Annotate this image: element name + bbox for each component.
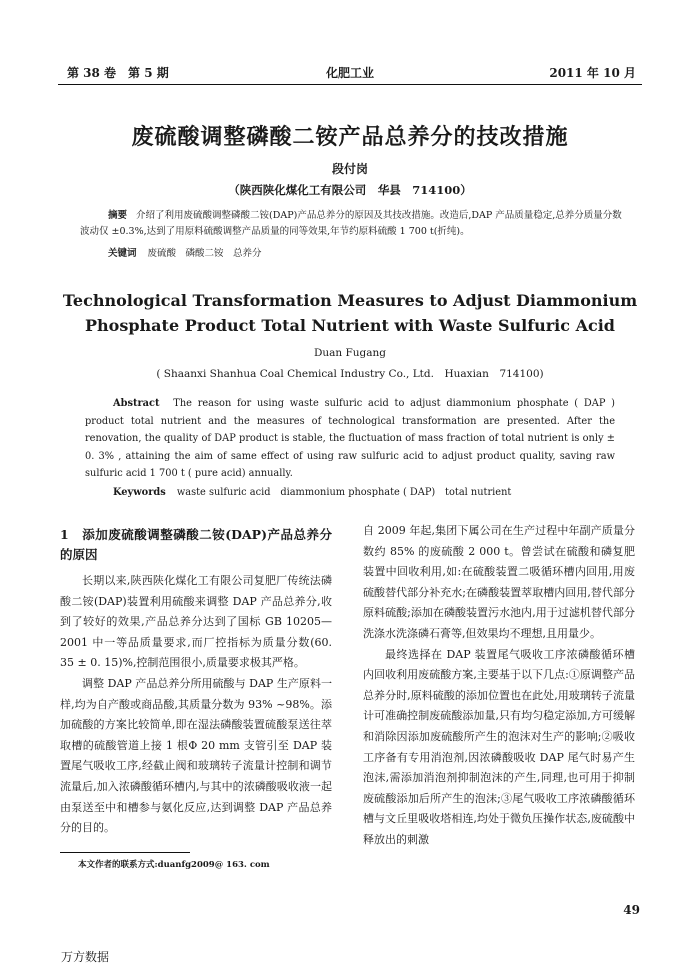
left-column [60,525,332,839]
keywords-cn-text: 废硫酸 磷酸二铵 总养分 [147,248,262,259]
header-rule [58,84,642,85]
watermark: 万方数据 [61,950,110,964]
author-cn: 段付岗 [331,162,368,176]
footnote: 本文作者的联系方式:duanfg2009@ 163. com [78,860,270,870]
keywords-cn [80,246,630,262]
right-paragraph-2: 最终选择在 DAP 装置尾气吸收工序浓磷酸循环槽内回收利用废硫酸方案,主要基于以下几点:①原调整产品总养分时,原料硫酸的添加位置也在此处,用玻璃转子流量计可准确控制废硫酸添加量,只有均匀稳定添加,方可缓解和消除因添加废硫酸所产生的泡沫对生产的影响;②吸收工序备有专用消泡剂,因浓磷酸吸收 DAP 尾气时易产生泡沫,需添加消泡剂抑制泡沫的产生,同理,也可用于抑制废硫酸添加后所产生的泡沫;③尾气吸收工序浓磷酸循环槽与文丘里吸收塔相连,均处于微负压操作状态,废硫酸中释放出的刺激 [363,647,635,846]
right-paragraph-1: 自 2009 年起,集团下属公司在生产过程中年副产质量分数约 85% 的废硫酸 2 000 t。曾尝试在硫酸和磷复肥装置中回收利用,如:在硫酸装置二吸循环槽内回用,用废硫酸替代部分补充水;在磷酸装置萃取槽内回用,替代部分原料硫酸;添加在磷酸装置污水池内,用于过滤机替代部分洗涤水洗涤磷石膏等,但效果均不理想,且用量少。 [363,524,635,640]
abstract-cn [80,208,630,240]
page-title-cn: 废硫酸调整磷酸二铵产品总养分的技改措施 [131,124,569,150]
abstract-en-text: The reason for using waste sulfuric acid to adjust diammonium phosphate ( DAP ) product total nutrient and the measures of technological transformation are presented. After the renovation, the quality of DAP product is stable, the fluctuation of mass fraction of total nutrient is only ± 0. 3% , attaining the aim of same effect of using raw sulfuric acid to adjust product quality, saving raw sulfuric acid 1 700 t ( pure acid) annually. [85,398,615,479]
keywords-en-label: Keywords [113,487,166,498]
affiliation-cn: （陕西陕化煤化工有限公司 华县 714100） [228,183,472,197]
affiliation-en: ( Shaanxi Shanhua Coal Chemical Industry Co., Ltd. Huaxian 714100) [156,368,544,380]
header-date: 2011 年 10 月 [549,66,636,80]
keywords-cn-label: 关键词 [108,248,137,259]
abstract-en [85,395,615,483]
abstract-cn-label: 摘要 [108,210,128,221]
abstract-cn-text: 介绍了利用废硫酸调整磷酸二铵(DAP)产品总养分的原因及其技改措施。改造后,DAP 产品质量稳定,总养分质量分数波动仅 ±0.3%,达到了用原料硫酸调整产品质量的同等效果,年节约原料硫酸 1 700 t(折纯)。 [80,210,622,237]
keywords-en-text: waste sulfuric acid diammonium phosphate ( DAP) total nutrient [176,487,512,498]
abstract-en-label: Abstract [113,398,160,409]
section-1-paragraph-2: 调整 DAP 产品总养分所用硫酸与 DAP 生产原料一样,均为自产酸或商品酸,其质量分数为 93% ~98%。添加硫酸的方案比较简单,即在湿法磷酸装置硫酸泵送往萃取槽的硫酸管道上接 1 根Φ 20 mm 支管引至 DAP 装置尾气吸收工序,经截止阀和玻璃转子流量计控制和调节流量后,加入浓磷酸循环槽内,与其中的浓磷酸吸收液一起由泵送至中和槽参与氨化反应,达到调整 DAP 产品总养分的目的。 [60,676,332,835]
right-column [363,521,635,851]
section-1-heading: 1 添加废硫酸调整磷酸二铵(DAP)产品总养分的原因 [60,527,332,562]
footnote-rule [60,852,190,853]
section-1-paragraph-1: 长期以来,陕西陕化煤化工有限公司复肥厂传统法磷酸二铵(DAP)装置利用硫酸来调整 DAP 产品总养分,收到了较好的效果,产品总养分达到了国标 GB 10205—2001 中一等品质量要求,而厂控指标为质量分数(60. 35 ± 0. 15)%,控制范围很小,质量要求极其严格。 [60,574,332,670]
page-number: 49 [623,903,640,917]
header-volume-issue: 第 38 卷 第 5 期 [67,66,169,80]
header-journal: 化肥工业 [325,66,374,80]
keywords-en [85,484,615,502]
page-title-en: Technological Transformation Measures to Adjust Diammonium Phosphate Product Total Nutrient with Waste Sulfuric Acid [62,291,638,335]
author-en: Duan Fugang [313,347,387,359]
